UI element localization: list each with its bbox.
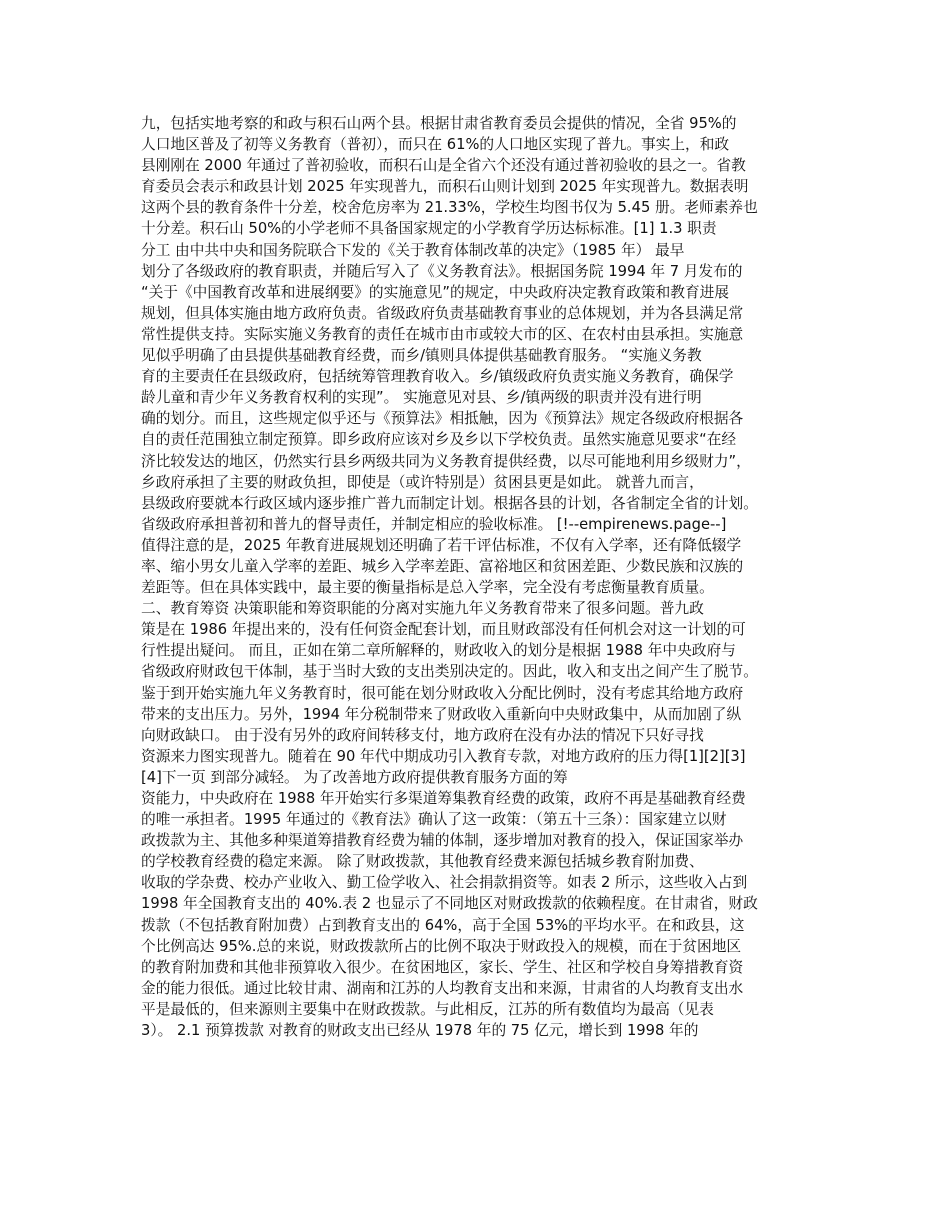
text-line: 这两个县的教育条件十分差，校舍危房率为 21.33%，学校生均图书仅为 5.45 册。老师素养也 [141, 199, 758, 217]
body-text [141, 113, 821, 1041]
text-line: “关于《中国教育改革和进展纲要》的实施意见”的规定，中央政府决定教育政策和教育进展 [141, 283, 730, 301]
text-line: 龄儿童和青少年义务教育权利的实现”。 实施意见对县、乡/镇两级的职责并没有进行明 [141, 389, 702, 407]
text-line: 十分差。积石山 50%的小学老师不具备国家规定的小学教育学历达标标准。[1] 1.3 职责 [141, 220, 717, 238]
text-line: 平是最低的，但来源则主要集中在财政拨款。与此相反，江苏的所有数值均为最高（见表 [141, 1000, 714, 1018]
text-line: 1998 年全国教育支出的 40%.表 2 也显示了不同地区对财政拨款的依赖程度。在甘肃省，财政 [141, 895, 758, 913]
text-line: 省级政府财政包干体制，基于当时大致的支出类别决定的。因此，收入和支出之间产生了脱节。 [141, 663, 758, 681]
text-line: 政拨款为主、其他多种渠道筹措教育经费为辅的体制，逐步增加对教育的投入，保证国家举办 [141, 832, 744, 850]
text-line: 值得注意的是，2025 年教育进展规划还明确了若干评估标准，不仅有入学率，还有降低辍学 [141, 536, 742, 554]
text-line: 育的主要责任在县级政府，包括统筹管理教育收入。乡/镇级政府负责实施义务教育，确保学 [141, 368, 734, 386]
text-line: 分工 由中共中央和国务院联合下发的《关于教育体制改革的决定》（1985 年） 最早 [141, 241, 685, 259]
text-line: 资能力，中央政府在 1988 年开始实行多渠道筹集教育经费的政策，政府不再是基础教育经费 [141, 790, 746, 807]
text-line: 乡政府承担了主要的财政负担，即使是（或许特别是）贫困县更是如此。 就普九而言， [141, 473, 704, 491]
text-line: 省级政府承担普初和普九的督导责任，并制定相应的验收标准。 [!--empirenews.page--] [141, 515, 727, 533]
text-line: 策是在 1986 年提出来的，没有任何资金配套计划，而且财政部没有任何机会对这一计划的可 [141, 621, 746, 639]
text-line: 个比例高达 95%.总的来说，财政拨款所占的比例不取决于财政投入的规模，而在于贫困地区 [141, 937, 742, 955]
text-line: 二、教育筹资 决策职能和筹资职能的分离对实施九年义务教育带来了很多问题。普九政 [141, 600, 704, 618]
text-line: 人口地区普及了初等义务教育（普初），而只在 61%的人口地区实现了普九。事实上，和政 [141, 136, 730, 154]
text-line: 向财政缺口。 由于没有另外的政府间转移支付，地方政府在没有办法的情况下只好寻找 [141, 726, 704, 744]
text-line: 济比较发达的地区，仍然实行县乡两级共同为义务教育提供经费，以尽可能地利用乡级财力”， [141, 452, 751, 470]
text-line: 县级政府要就本行政区域内逐步推广普九而制定计划。根据各县的计划，各省制定全省的计划。 [141, 494, 758, 512]
text-line: 规划，但具体实施由地方政府负责。省级政府负责基础教育事业的总体规划，并为各县满足常 [141, 304, 744, 322]
text-line: 的唯一承担者。1995 年通过的《教育法》确认了这一政策：（第五十三条）：国家建立以财 [141, 811, 727, 829]
text-line: 收取的学杂费、校办产业收入、勤工俭学收入、社会捐款捐资等。如表 2 所示，这些收入占到 [141, 874, 748, 892]
text-line: 鉴于到开始实施九年义务教育时，很可能在划分财政收入分配比例时，没有考虑其给地方政府 [141, 684, 744, 702]
text-line: 的教育附加费和其他非预算收入很少。在贫困地区，家长、学生、社区和学校自身筹措教育资 [141, 958, 744, 976]
text-line: 九，包括实地考察的和政与积石山两个县。根据甘肃省教育委员会提供的情况，全省 95%的 [141, 115, 737, 132]
text-line: 见似乎明确了由县提供基础教育经费，而乡/镇则具体提供基础教育服务。 “实施义务教 [141, 347, 702, 365]
text-line: 资源来力图实现普九。随着在 90 年代中期成功引入教育专款，对地方政府的压力得[1][2][3] [141, 747, 746, 765]
text-line: 的学校教育经费的稳定来源。 除了财政拨款，其他教育经费来源包括城乡教育附加费、 [141, 853, 704, 871]
text-line: 划分了各级政府的教育职责，并随后写入了《义务教育法》。根据国务院 1994 年 7 月发布的 [141, 262, 743, 280]
text-line: 率、缩小男女儿童入学率的差距、城乡入学率差距、富裕地区和贫困差距、少数民族和汉族的 [141, 557, 744, 575]
text-line: [4]下一页 到部分减轻。 为了改善地方政府提供教育服务方面的筹 [141, 768, 568, 786]
text-line: 自的责任范围独立制定预算。即乡政府应该对乡及乡以下学校负责。虽然实施意见要求“在经 [141, 431, 737, 449]
text-line: 拨款（不包括教育附加费）占到教育支出的 64%，高于全国 53%的平均水平。在和政县，这 [141, 916, 745, 934]
text-line: 育委员会表示和政县计划 2025 年实现普九，而积石山则计划到 2025 年实现普九。数据表明 [141, 178, 749, 196]
text-line: 差距等。但在具体实践中，最主要的衡量指标是总入学率，完全没有考虑衡量教育质量。 [141, 579, 714, 597]
text-line: 常性提供支持。实际实施义务教育的责任在城市由市或较大市的区、在农村由县承担。实施意 [141, 325, 744, 343]
text-line: 县刚刚在 2000 年通过了普初验收，而积石山是全省六个还没有通过普初验收的县之一。省教 [141, 157, 746, 175]
text-line: 金的能力很低。通过比较甘肃、湖南和江苏的人均教育支出和来源，甘肃省的人均教育支出水 [141, 979, 744, 997]
text-line: 3）。 2.1 预算拨款 对教育的财政支出已经从 1978 年的 75 亿元，增长到 1998 年的 [141, 1022, 699, 1040]
text-line: 确的划分。而且，这些规定似乎还与《预算法》相抵触，因为《预算法》规定各级政府根据各 [141, 410, 744, 428]
text-line: 带来的支出压力。另外，1994 年分税制带来了财政收入重新向中央财政集中，从而加剧了纵 [141, 705, 742, 723]
text-line: 行性提出疑问。 而且，正如在第二章所解释的，财政收入的划分是根据 1988 年中央政府与 [141, 642, 736, 660]
